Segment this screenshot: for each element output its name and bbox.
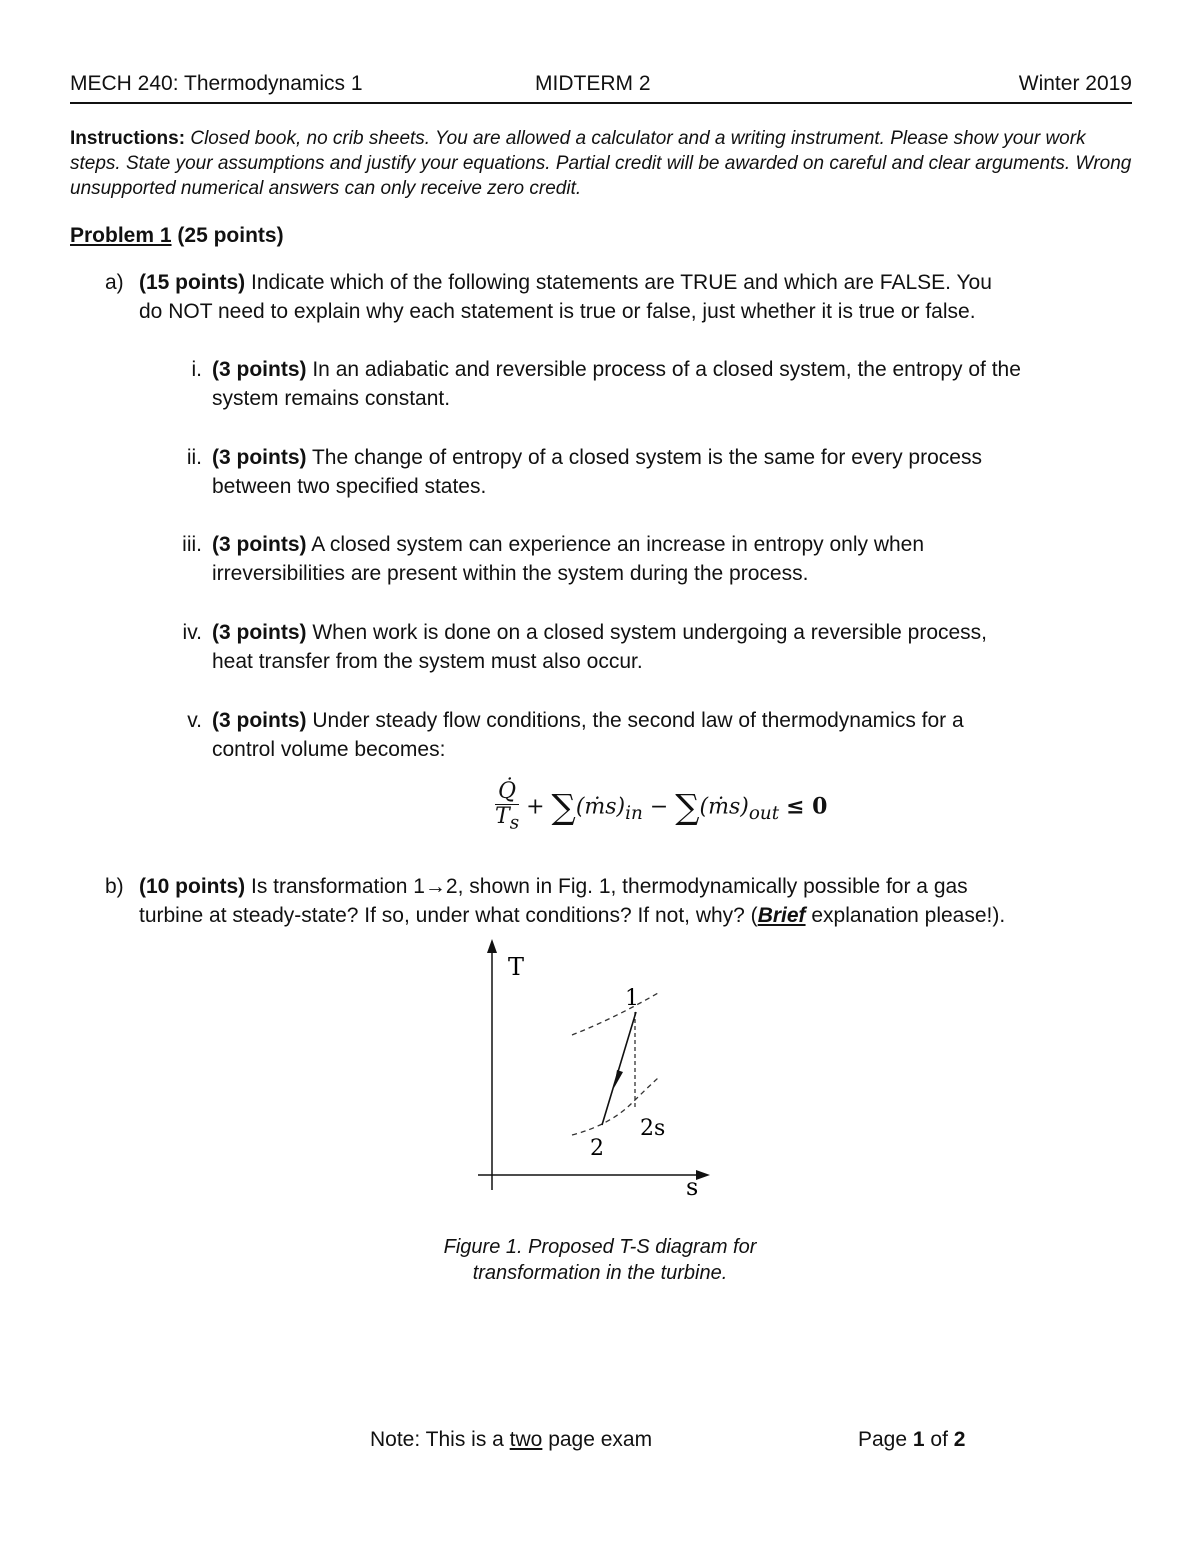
equation-numerator: Q̇ xyxy=(495,780,519,805)
statement-line2: heat transfer from the system must also occur. xyxy=(212,650,643,673)
caption-line2: transformation in the turbine. xyxy=(472,1262,728,1284)
part-a-line1: Indicate which of the following statements are TRUE and which are FALSE. You xyxy=(251,271,992,294)
problem-points: (25 points) xyxy=(177,224,284,247)
heat-over-temperature xyxy=(495,780,519,835)
instructions-label: Instructions: xyxy=(70,128,186,149)
statement-points: (3 points) xyxy=(212,709,307,732)
statement-number: iv. xyxy=(182,621,202,644)
inequality-relation: ≤ 0 xyxy=(786,793,828,820)
point-2s-label: 2s xyxy=(640,1116,666,1141)
part-b-line2-post: explanation please!). xyxy=(805,904,1006,927)
footer-two: two xyxy=(509,1428,543,1451)
equation-den-subscript: s xyxy=(509,812,520,834)
statement-line1: Under steady flow conditions, the second law of thermodynamics for a xyxy=(312,709,964,732)
caption-line1: Figure 1. Proposed T-S diagram for xyxy=(443,1236,757,1258)
second-law-equation xyxy=(495,780,827,835)
equation-denominator: $T_s$ xyxy=(495,804,520,834)
sum-symbol-in: ∑ xyxy=(551,787,576,828)
part-a-text xyxy=(139,268,992,326)
statement-line2: system remains constant. xyxy=(212,387,451,410)
problem-heading xyxy=(70,224,284,248)
statement-line2: between two specified states. xyxy=(212,475,487,498)
point-1-label: 1 xyxy=(625,986,639,1011)
statement-number: i. xyxy=(191,358,202,381)
statement-number: v. xyxy=(187,709,202,732)
plus-sign: + xyxy=(526,794,545,820)
y-axis-arrowhead xyxy=(487,939,497,953)
subscript-out: out xyxy=(748,803,780,825)
process-line xyxy=(602,1012,636,1125)
statement-points: (3 points) xyxy=(212,358,307,381)
y-axis-label: T xyxy=(508,953,525,981)
part-b-line2-pre: turbine at steady-state? If so, under what conditions? If not, why? ( xyxy=(139,904,758,927)
statement-line1: A closed system can experience an increase in entropy only when xyxy=(311,533,925,556)
brief-emphasis: Brief xyxy=(757,904,806,927)
instructions-text: Closed book, no crib sheets. You are allowed a calculator and a writing instrument. Please show your work steps. State your assumptions and justify your equations. Partial credit will be awarded on careful and clear arguments. Wrong unsupported numerical answers can only receive zero credit. xyxy=(70,128,1132,199)
statement-points: (3 points) xyxy=(212,533,307,556)
term-in: (ṁs) xyxy=(575,794,626,820)
statement-line1: In an adiabatic and reversible process of a closed system, the entropy of the xyxy=(312,358,1021,381)
statement-number: ii. xyxy=(186,446,202,469)
statement-number: iii. xyxy=(182,533,202,556)
statement-line1: The change of entropy of a closed system is the same for every process xyxy=(311,446,982,469)
statement-line2: control volume becomes: xyxy=(212,738,446,761)
exam-title: MIDTERM 2 xyxy=(535,72,651,95)
page-header xyxy=(70,72,1132,104)
part-a-line2: do NOT need to explain why each statement is true or false, just whether it is true or false. xyxy=(139,300,976,323)
ts-diagram xyxy=(470,935,730,1200)
statement-line2: irreversibilities are present within the system during the process. xyxy=(212,562,809,585)
statement-points: (3 points) xyxy=(212,446,307,469)
part-b-line1: Is transformation 1→2, shown in Fig. 1, thermodynamically possible for a gas xyxy=(251,875,968,898)
instructions xyxy=(70,126,1135,201)
page-number: Page 1 of 2 xyxy=(858,1428,966,1451)
part-b-points: (10 points) xyxy=(139,875,246,898)
exam-term: Winter 2019 xyxy=(1018,72,1132,95)
footer-note: Note: This is a two page exam xyxy=(370,1428,653,1451)
part-a-points: (15 points) xyxy=(139,271,246,294)
part-b-text xyxy=(139,872,1005,930)
term-out: (ṁs) xyxy=(699,794,749,820)
x-axis-label: s xyxy=(686,1173,699,1200)
point-2-label: 2 xyxy=(590,1136,604,1161)
figure-caption xyxy=(370,1234,830,1286)
statement-line1: When work is done on a closed system undergoing a reversible process, xyxy=(312,621,988,644)
sum-symbol-out: ∑ xyxy=(675,787,700,828)
course-title: MECH 240: Thermodynamics 1 xyxy=(70,72,363,95)
part-b-label: b) xyxy=(105,875,124,898)
subscript-in: in xyxy=(625,803,643,825)
problem-title: Problem 1 xyxy=(70,224,172,247)
statement-points: (3 points) xyxy=(212,621,307,644)
high-pressure-isobar xyxy=(572,993,658,1035)
part-a-label: a) xyxy=(105,271,124,294)
minus-sign: − xyxy=(649,794,669,820)
